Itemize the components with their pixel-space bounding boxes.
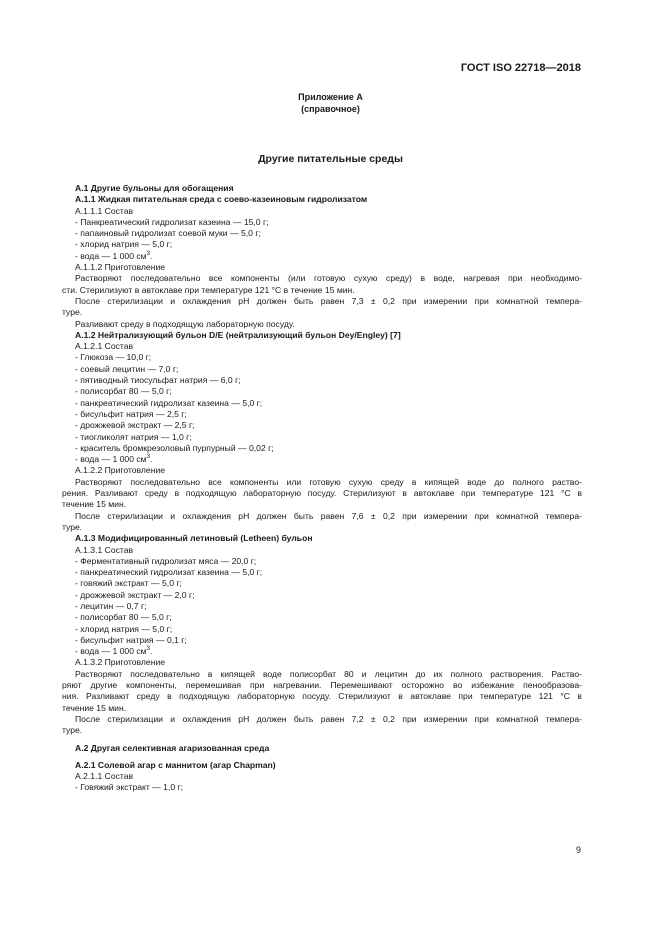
- paragraph-line: сти. Стерилизуют в автоклаве при температуре 121 °С в течение 15 мин.: [62, 284, 355, 295]
- heading-a1: А.1 Другие бульоны для обогащения: [75, 183, 234, 193]
- list-item: - хлорид натрия — 5,0 г;: [75, 623, 173, 634]
- list-item: - вода — 1 000 $см^3$.: [75, 454, 153, 465]
- paragraph-line: После стерилизации и охлаждения рН должен быть равен 7,2 ± 0,2 при измерении при комнатной темпера-: [75, 713, 582, 724]
- label-a122: А.1.2.2 Приготовление: [75, 465, 166, 476]
- list-item: - бисульфит натрия — 2,5 г;: [75, 408, 187, 419]
- paragraph-line: туре.: [62, 521, 83, 532]
- list-item: - хлорид натрия — 5,0 г;: [75, 239, 173, 250]
- paragraph-line: Разливают среду в подходящую лабораторную посуду.: [75, 318, 295, 329]
- label-a112: А.1.1.2 Приготовление: [75, 262, 166, 273]
- paragraph-line: Растворяют последовательно в кипящей воде полисорбат 80 и лецитин до их полного растворения. Раство-: [75, 668, 582, 679]
- appendix-title: Приложение А: [298, 92, 363, 102]
- label-a211: А.2.1.1 Состав: [75, 771, 134, 782]
- document-id: ГОСТ ISO 22718—2018: [460, 62, 581, 74]
- paragraph-line: Растворяют последовательно все компоненты или готовую сухую среду в кипящей воде до полного раство-: [75, 476, 582, 487]
- document-body: [62, 183, 582, 794]
- heading-a12: А.1.2 Нейтрализующий бульон D/E (нейтрализующий бульон Dey/Engley) [7]: [75, 329, 401, 340]
- list-item: - полисорбат 80 — 5,0 г;: [75, 612, 172, 623]
- list-item: - лецитин — 0,7 г;: [75, 600, 147, 611]
- paragraph-line: ния. Разливают среду в подходящую лабораторную посуду. Стерилизуют в автоклаве при температуре 121 °С в: [62, 691, 582, 702]
- list-item: - Говяжий экстракт — 1,0 г;: [75, 782, 184, 793]
- appendix-subtitle: (справочное): [301, 104, 360, 114]
- list-item: - панкреатический гидролизат казеина — 5,0 г;: [75, 567, 263, 578]
- list-item: - панкреатический гидролизат казеина — 5,0 г;: [75, 397, 263, 408]
- list-item: - Панкреатический гидролизат казеина — 15,0 г;: [75, 216, 269, 227]
- heading-a21: А.2.1 Солевой агар с маннитом (агар Chapman): [75, 759, 276, 770]
- label-a121: А.1.2.1 Состав: [75, 341, 134, 352]
- paragraph-line: ряют другие компоненты, перемешивая при нагревании. Перемешивают осторожно во избежание пенообразова-: [62, 680, 582, 691]
- heading-a2: А.2 Другая селективная агаризованная среда: [75, 742, 270, 753]
- list-item: - бисульфит натрия — 0,1 г;: [75, 634, 187, 645]
- heading-a13: А.1.3 Модифицированный летиновый (Letheen) бульон: [75, 533, 313, 544]
- paragraph-line: течение 15 мин.: [62, 702, 127, 713]
- paragraph-line: туре.: [62, 307, 83, 318]
- list-item: - пятиводный тиосульфат натрия — 6,0 г;: [75, 375, 241, 386]
- paragraph-line: туре.: [62, 725, 83, 736]
- list-item: - краситель бромкрезоловый пурпурный — 0,02 г;: [75, 442, 274, 453]
- paragraph-line: После стерилизации и охлаждения рН должен быть равен 7,6 ± 0,2 при измерении при комнатной темпера-: [75, 510, 582, 521]
- paragraph-line: течение 15 мин.: [62, 499, 127, 510]
- list-item: - папаиновый гидролизат соевой муки — 5,0 г;: [75, 228, 261, 239]
- list-item: - дрожжевой экстракт — 2,0 г;: [75, 589, 195, 600]
- paragraph-line: рения. Разливают среду в подходящую лабораторную посуду. Стерилизуют в автоклаве при температуре 121 °С в: [62, 488, 582, 499]
- appendix-heading: [0, 91, 661, 115]
- section-title: Другие питательные среды: [258, 153, 403, 165]
- list-item: - Ферментативный гидролизат мяса — 20,0 г;: [75, 555, 257, 566]
- list-item: - дрожжевой экстракт — 2,5 г;: [75, 420, 195, 431]
- list-item: - говяжий экстракт — 5,0 г;: [75, 578, 182, 589]
- list-item: - тиогликолят натрия — 1,0 г;: [75, 431, 192, 442]
- label-a111: А.1.1.1 Состав: [75, 205, 134, 216]
- list-item: - вода — 1 000 $см^3$.: [75, 646, 153, 657]
- list-item: - Глюкоза — 10,0 г;: [75, 352, 152, 363]
- page-number: 9: [575, 845, 581, 855]
- list-item: - вода — 1 000 $см^3$.: [75, 250, 153, 261]
- label-a132: А.1.3.2 Приготовление: [75, 657, 166, 668]
- paragraph-line: После стерилизации и охлаждения рН должен быть равен 7,3 ± 0,2 при измерении при комнатной темпера-: [75, 295, 582, 306]
- heading-a11: А.1.1 Жидкая питательная среда с соево-казеиновым гидролизатом: [75, 194, 368, 205]
- paragraph-line: Растворяют последовательно все компоненты (или готовую сухую среду) в воде, нагревая при необходимо-: [75, 273, 582, 284]
- list-item: - полисорбат 80 — 5,0 г;: [75, 386, 172, 397]
- list-item: - соевый лецитин — 7,0 г;: [75, 363, 179, 374]
- label-a131: А.1.3.1 Состав: [75, 544, 134, 555]
